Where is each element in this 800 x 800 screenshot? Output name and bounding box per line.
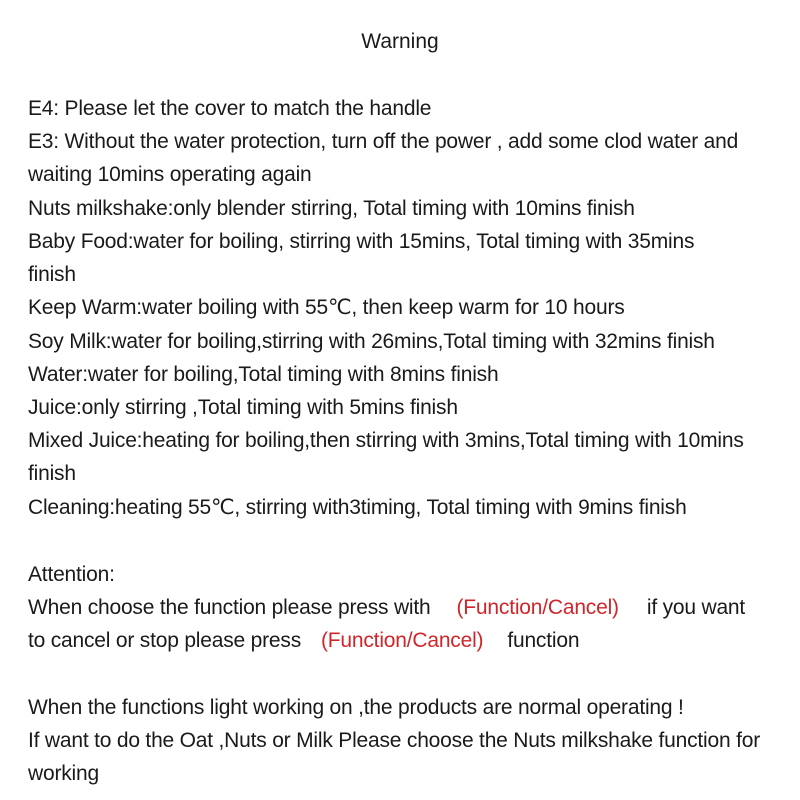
note-oat-nuts-milk: If want to do the Oat ,Nuts or Milk Please choose the Nuts milkshake function for — [28, 729, 760, 752]
warning-line-mixed-juice-cont: finish — [28, 462, 76, 485]
attention-line-2-end: function — [507, 629, 580, 652]
attention-line-2-start: to cancel or stop please press — [28, 629, 301, 652]
attention-line-1 — [28, 591, 778, 624]
attention-line-1-end: if you want — [646, 596, 746, 619]
attention-line-1-start: When choose the function please press with — [28, 596, 431, 619]
warning-line-e3-cont: waiting 10mins operating again — [28, 163, 312, 186]
note-oat-nuts-milk-cont: working — [28, 762, 99, 785]
warning-line-nuts-milkshake: Nuts milkshake:only blender stirring, Total timing with 10mins finish — [28, 197, 635, 220]
warning-line-baby-food-cont: finish — [28, 263, 76, 286]
page-title: Warning — [361, 30, 439, 53]
warning-line-juice: Juice:only stirring ,Total timing with 5mins finish — [28, 396, 458, 419]
attention-heading: Attention: — [28, 563, 115, 586]
function-cancel-label: (Function/Cancel) — [456, 596, 619, 619]
warning-line-mixed-juice: Mixed Juice:heating for boiling,then stirring with 3mins,Total timing with 10mins — [28, 429, 744, 452]
function-cancel-label: (Function/Cancel) — [321, 629, 484, 652]
warning-line-e4: E4: Please let the cover to match the handle — [28, 97, 432, 120]
warning-line-keep-warm: Keep Warm:water boiling with 55℃, then keep warm for 10 hours — [28, 296, 625, 319]
warning-line-e3: E3: Without the water protection, turn off the power , add some clod water and — [28, 130, 739, 153]
warning-line-cleaning: Cleaning:heating 55℃, stirring with3timing, Total timing with 9mins finish — [28, 496, 687, 519]
warning-line-baby-food: Baby Food:water for boiling, stirring with 15mins, Total timing with 35mins — [28, 230, 695, 253]
attention-line-2 — [28, 624, 778, 657]
warning-line-water: Water:water for boiling,Total timing with 8mins finish — [28, 363, 499, 386]
warning-line-soy-milk: Soy Milk:water for boiling,stirring with 26mins,Total timing with 32mins finish — [28, 330, 715, 353]
note-normal-operating: When the functions light working on ,the products are normal operating ! — [28, 696, 684, 719]
